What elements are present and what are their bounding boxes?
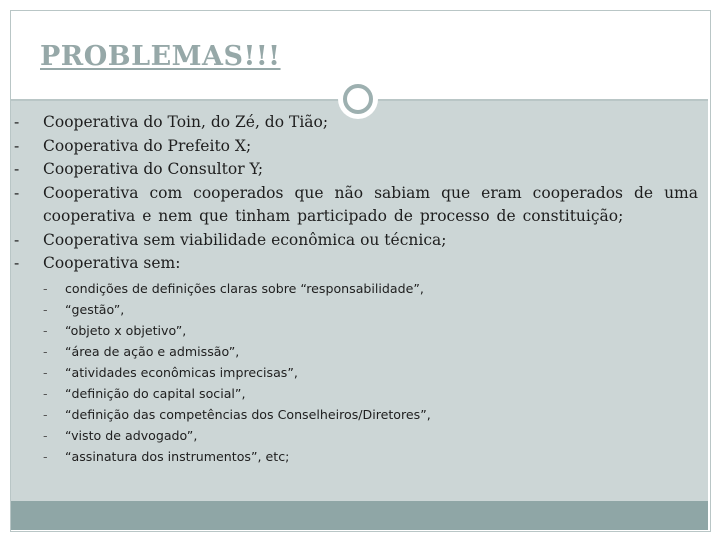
dash-marker: - bbox=[14, 183, 20, 202]
sub-list-item bbox=[43, 362, 698, 383]
footer-bar bbox=[11, 501, 708, 530]
sub-list-item bbox=[43, 383, 698, 404]
dash-marker: - bbox=[43, 301, 48, 317]
list-item bbox=[14, 135, 698, 159]
sub-list-item bbox=[43, 425, 698, 446]
sub-bullet-text: “definição do capital social”, bbox=[65, 385, 246, 401]
dash-marker: - bbox=[14, 254, 20, 272]
sub-bullet-text: “gestão”, bbox=[65, 301, 125, 317]
sub-bullet-list bbox=[43, 278, 698, 467]
bullet-text: Cooperativa do Toin, do Zé, do Tião; bbox=[43, 113, 329, 131]
sub-bullet-text: “atividades econômicas imprecisas”, bbox=[65, 364, 298, 380]
list-item bbox=[14, 229, 698, 253]
bullet-text: Cooperativa do Prefeito X; bbox=[43, 136, 252, 155]
list-item bbox=[14, 111, 698, 135]
sub-list-item bbox=[43, 278, 698, 299]
sub-bullet-text: “definição das competências dos Conselheiros/Diretores”, bbox=[65, 406, 431, 422]
circle-ring-icon bbox=[343, 84, 373, 114]
slide-title: PROBLEMAS!!! bbox=[40, 41, 281, 72]
bullet-text: Cooperativa sem: bbox=[43, 254, 181, 272]
dash-marker: - bbox=[43, 427, 48, 443]
bullet-text: Cooperativa do Consultor Y; bbox=[43, 160, 264, 178]
sub-bullet-text: “visto de advogado”, bbox=[65, 427, 198, 443]
sub-bullet-text: condições de definições claras sobre “responsabilidade”, bbox=[65, 280, 424, 296]
dash-marker: - bbox=[43, 322, 48, 338]
sub-list-item bbox=[43, 446, 698, 467]
dash-marker: - bbox=[14, 136, 20, 155]
dash-marker: - bbox=[14, 113, 20, 131]
dash-marker: - bbox=[43, 364, 48, 380]
dash-marker: - bbox=[43, 343, 48, 359]
list-item bbox=[14, 252, 698, 467]
list-item bbox=[14, 182, 698, 229]
list-item bbox=[14, 158, 698, 182]
sub-bullet-text: “objeto x objetivo”, bbox=[65, 322, 187, 338]
sub-bullet-text: “área de ação e admissão”, bbox=[65, 343, 240, 359]
sub-list-item bbox=[43, 299, 698, 320]
sub-bullet-text: “assinatura dos instrumentos”, etc; bbox=[65, 448, 290, 464]
dash-marker: - bbox=[43, 280, 48, 296]
main-bullet-list bbox=[14, 111, 698, 467]
dash-marker: - bbox=[14, 230, 20, 249]
bullet-text: Cooperativa com cooperados que não sabiam que eram cooperados de uma cooperativa e nem que tinham participado de processo de constituição; bbox=[43, 183, 698, 225]
sub-list-item bbox=[43, 404, 698, 425]
sub-list-item bbox=[43, 341, 698, 362]
dash-marker: - bbox=[14, 160, 20, 178]
sub-list-item bbox=[43, 320, 698, 341]
dash-marker: - bbox=[43, 385, 48, 401]
bullet-text: Cooperativa sem viabilidade econômica ou técnica; bbox=[43, 230, 447, 249]
dash-marker: - bbox=[43, 406, 48, 422]
dash-marker: - bbox=[43, 448, 48, 464]
